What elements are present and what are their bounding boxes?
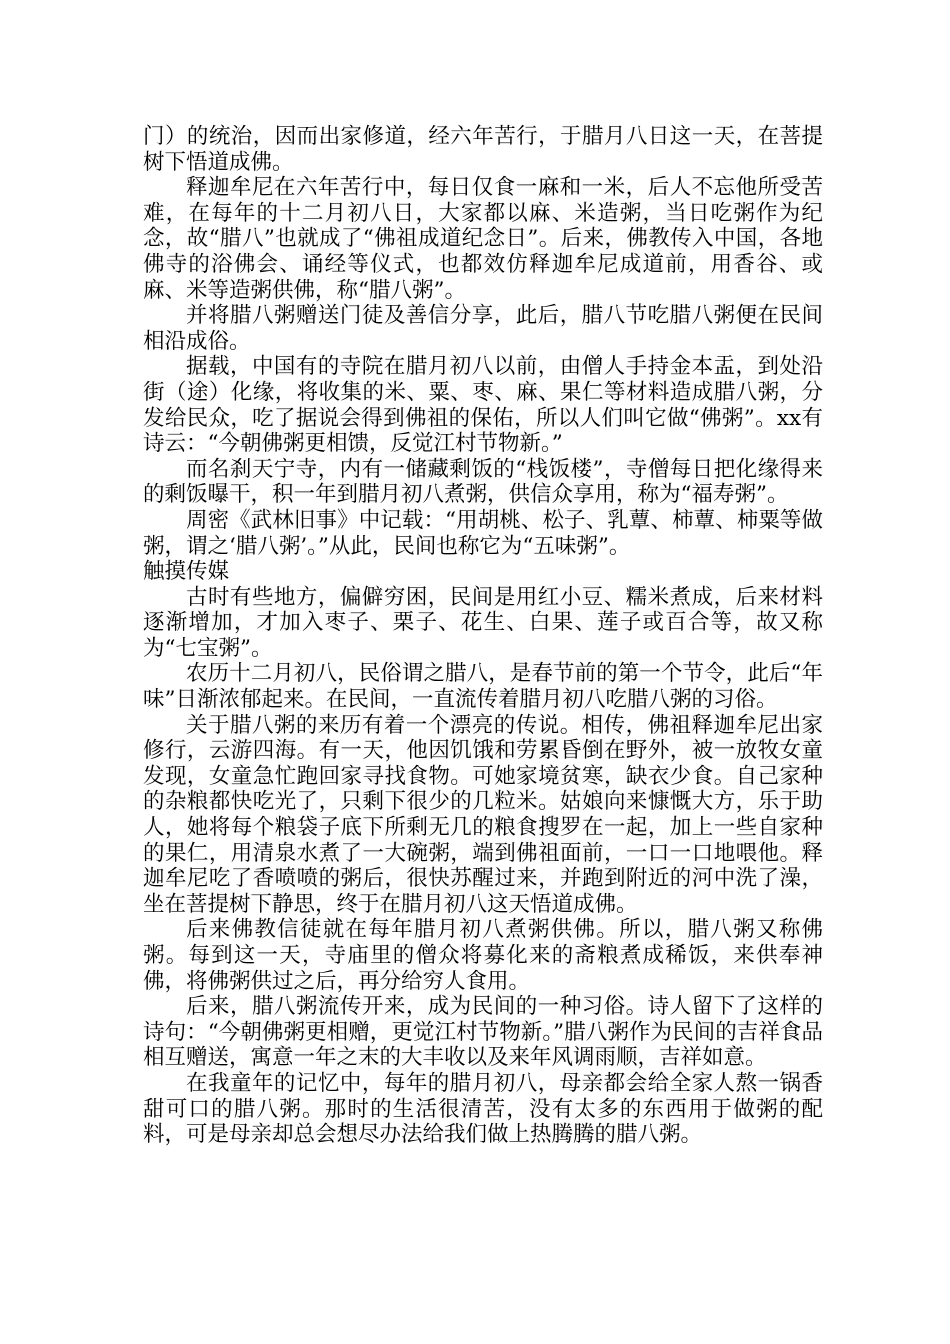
paragraph: 门）的统治，因而出家修道，经六年苦行，于腊月八日这一天，在菩提树下悟道成佛。: [143, 124, 823, 175]
paragraph-source-note: 触摸传媒: [143, 559, 230, 585]
paragraph: 据载，中国有的寺院在腊月初八以前，由僧人手持金本盂，到处沿街（途）化缘，将收集的米、粟、枣、麻、果仁等材料造成腊八粥，分发给民众，吃了据说会得到佛祖的保佑，所以人们叫它做“佛粥”。xx有诗云：“今朝佛粥更相馈，反觉江村节物新。”: [143, 354, 823, 457]
paragraph: 农历十二月初八，民俗谓之腊八，是春节前的第一个节令，此后“年味”日渐浓郁起来。在民间，一直流传着腊月初八吃腊八粥的习俗。: [143, 661, 823, 713]
paragraph: 后来佛教信徒就在每年腊月初八煮粥供佛。所以，腊八粥又称佛粥。每到这一天，寺庙里的僧众将募化来的斋粮煮成稀饭，来供奉神佛，将佛粥供过之后，再分给穷人食用。: [143, 917, 823, 994]
paragraph: 古时有些地方，偏僻穷困，民间是用红小豆、糯米煮成，后来材料逐渐增加，才加入枣子、栗子、花生、白果、莲子或百合等，故又称为“七宝粥”。: [143, 584, 823, 661]
paragraph: 并将腊八粥赠送门徒及善信分享，此后，腊八节吃腊八粥便在民间相沿成俗。: [143, 303, 823, 354]
paragraph: 后来，腊八粥流传开来，成为民间的一种习俗。诗人留下了这样的诗句：“今朝佛粥更相赠，更觉江村节物新。”腊八粥作为民间的吉祥食品相互赠送，寓意一年之末的大丰收以及来年风调雨顺，吉祥如意。: [143, 994, 823, 1071]
paragraph: 关于腊八粥的来历有着一个漂亮的传说。相传，佛祖释迦牟尼出家修行，云游四海。有一天，他因饥饿和劳累昏倒在野外，被一放牧女童发现，女童急忙跑回家寻找食物。可她家境贫寒，缺衣少食。自己家种的杂粮都快吃光了，只剩下很少的几粒米。姑娘向来慷慨大方，乐于助人，她将每个粮袋子底下所剩无几的粮食搜罗在一起，加上一些自家种的果仁，用清泉水煮了一大碗粥，端到佛祖面前，一口一口地喂他。释迦牟尼吃了香喷喷的粥后，很快苏醒过来，并跑到附近的河中洗了澡，坐在菩提树下静思，终于在腊月初八这天悟道成佛。: [143, 712, 823, 917]
paragraph: 在我童年的记忆中，每年的腊月初八，母亲都会给全家人熬一锅香甜可口的腊八粥。那时的生活很清苦，没有太多的东西用于做粥的配料，可是母亲却总会想尽办法给我们做上热腾腾的腊八粥。: [143, 1070, 823, 1148]
paragraph: 而名刹天宁寺，内有一储藏剩饭的“栈饭楼”，寺僧每日把化缘得来的剩饭曝干，积一年到腊月初八煮粥，供信众享用，称为“福寿粥”。: [143, 456, 823, 508]
paragraph: 释迦牟尼在六年苦行中，每日仅食一麻和一米，后人不忘他所受苦难，在每年的十二月初八日，大家都以麻、米造粥，当日吃粥作为纪念，故“腊八”也就成了“佛祖成道纪念日”。后来，佛教传入中国，各地佛寺的浴佛会、诵经等仪式，也都效仿释迦牟尼成道前，用香谷、或麻、米等造粥供佛，称“腊八粥”。: [143, 175, 823, 303]
document-body: [143, 124, 823, 1148]
paragraph: 周密《武林旧事》中记载：“用胡桃、松子、乳蕈、柿蕈、柿粟等做粥，谓之‘腊八粥’。”从此，民间也称它为“五味粥”。: [143, 507, 823, 559]
